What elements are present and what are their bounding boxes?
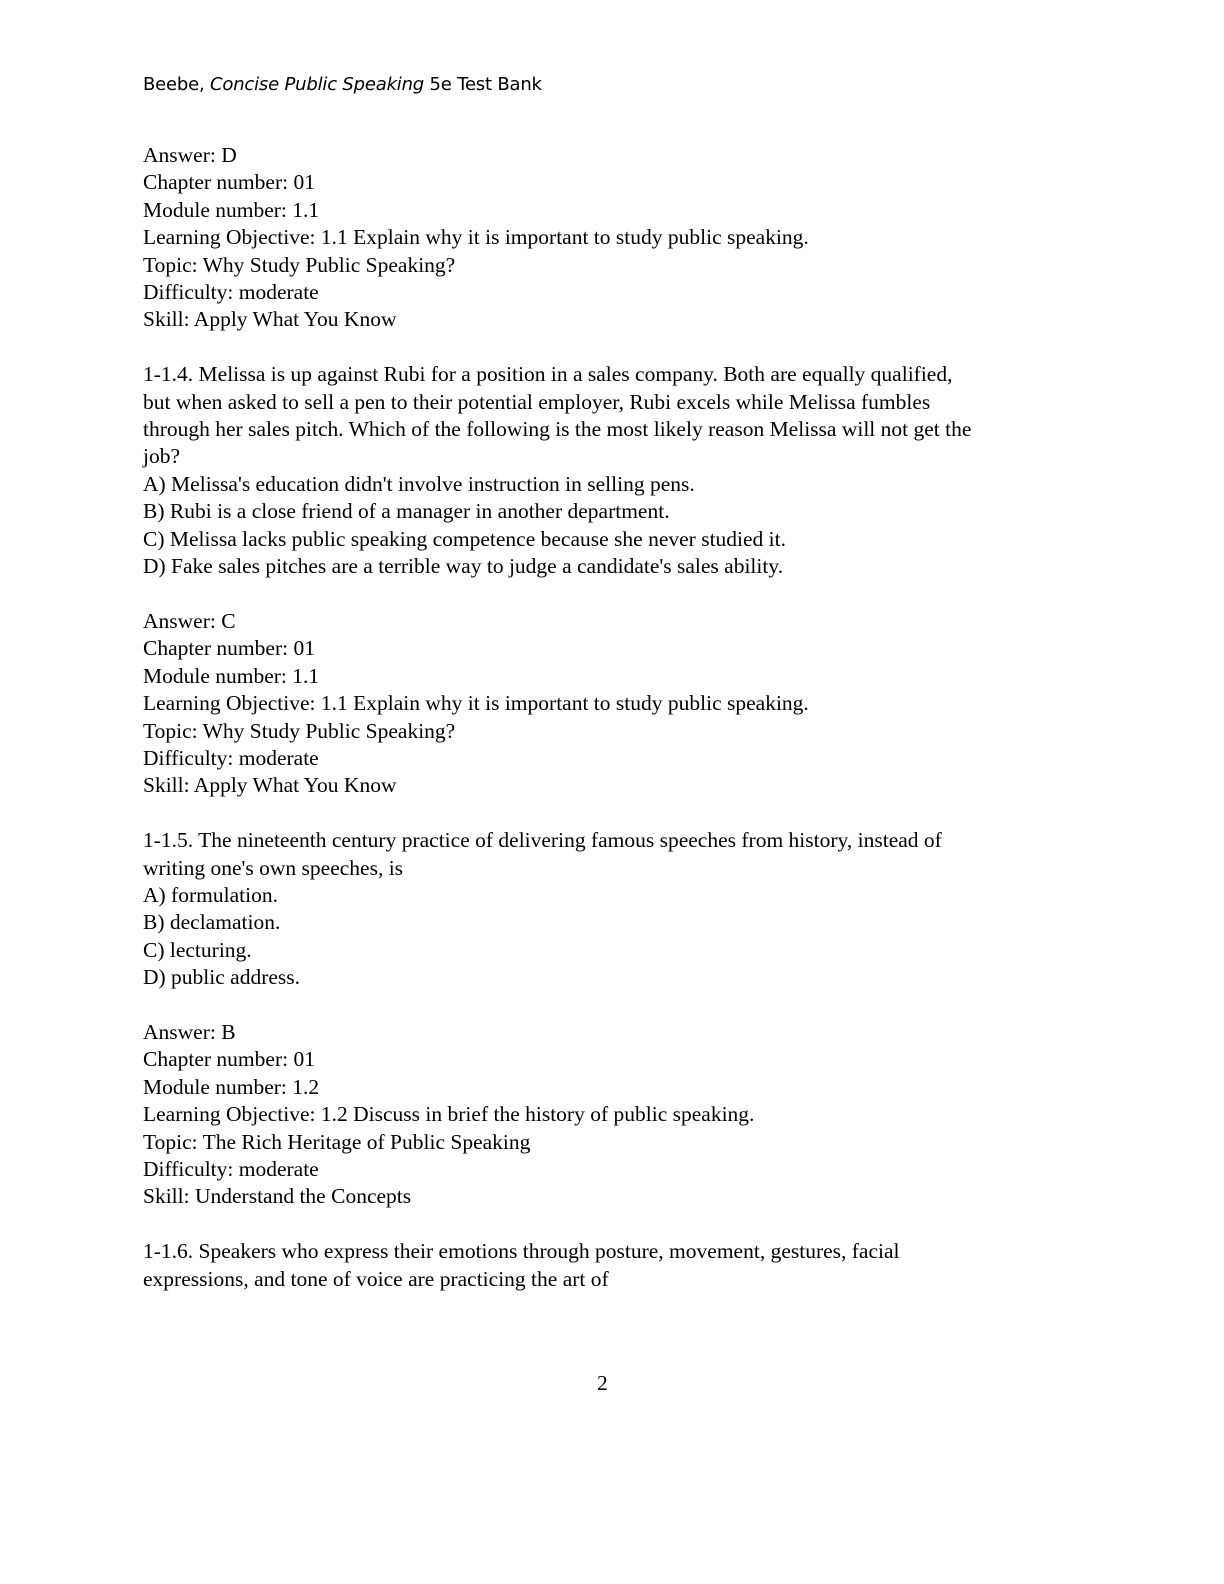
question-block xyxy=(143,361,1083,580)
skill-line: Skill: Apply What You Know xyxy=(143,307,397,332)
option-a: A) Melissa's education didn't involve instruction in selling pens. xyxy=(143,471,695,496)
page-number: 2 xyxy=(597,1371,608,1395)
learning-objective-line: Learning Objective: 1.1 Explain why it is important to study public speaking. xyxy=(143,225,809,250)
question-stem-line: 1-1.5. The nineteenth century practice of delivering famous speeches from history, instead of xyxy=(143,828,942,853)
question-block xyxy=(143,1238,1083,1293)
option-a: A) formulation. xyxy=(143,882,278,907)
option-c: C) Melissa lacks public speaking competence because she never studied it. xyxy=(143,526,787,551)
question-stem-line: 1-1.6. Speakers who express their emotions through posture, movement, gestures, facial xyxy=(143,1239,900,1264)
difficulty-line: Difficulty: moderate xyxy=(143,1156,319,1181)
header-suffix: 5e Test Bank xyxy=(424,74,542,95)
module-number-line: Module number: 1.1 xyxy=(143,663,320,688)
answer-block xyxy=(143,142,1083,334)
topic-line: Topic: The Rich Heritage of Public Speaking xyxy=(143,1129,531,1154)
module-number-line: Module number: 1.1 xyxy=(143,197,320,222)
question-stem-line: but when asked to sell a pen to their potential employer, Rubi excels while Melissa fumbles xyxy=(143,389,931,414)
learning-objective-line: Learning Objective: 1.2 Discuss in brief the history of public speaking. xyxy=(143,1102,755,1127)
answer-line: Answer: C xyxy=(143,608,236,633)
question-stem-line: expressions, and tone of voice are practicing the art of xyxy=(143,1266,609,1291)
chapter-number-line: Chapter number: 01 xyxy=(143,1047,315,1072)
running-header xyxy=(143,72,542,98)
learning-objective-line: Learning Objective: 1.1 Explain why it is important to study public speaking. xyxy=(143,691,809,716)
question-block xyxy=(143,827,1083,991)
answer-line: Answer: D xyxy=(143,143,237,167)
chapter-number-line: Chapter number: 01 xyxy=(143,636,315,661)
header-author: Beebe, xyxy=(143,74,211,95)
answer-line: Answer: B xyxy=(143,1019,236,1044)
answer-block xyxy=(143,608,1083,800)
option-c: C) lecturing. xyxy=(143,937,252,962)
topic-line: Topic: Why Study Public Speaking? xyxy=(143,718,456,743)
difficulty-line: Difficulty: moderate xyxy=(143,745,319,770)
answer-block xyxy=(143,1019,1083,1211)
question-stem-line: through her sales pitch. Which of the following is the most likely reason Melissa will not get the xyxy=(143,417,972,442)
page-content xyxy=(143,142,1083,1293)
question-stem-line: writing one's own speeches, is xyxy=(143,855,404,880)
option-b: B) Rubi is a close friend of a manager in another department. xyxy=(143,499,670,524)
skill-line: Skill: Apply What You Know xyxy=(143,773,397,798)
skill-line: Skill: Understand the Concepts xyxy=(143,1184,412,1209)
option-b: B) declamation. xyxy=(143,910,281,935)
difficulty-line: Difficulty: moderate xyxy=(143,280,319,305)
question-stem-line: job? xyxy=(143,444,181,469)
option-d: D) Fake sales pitches are a terrible way to judge a candidate's sales ability. xyxy=(143,554,784,579)
option-d: D) public address. xyxy=(143,965,301,990)
chapter-number-line: Chapter number: 01 xyxy=(143,170,315,195)
header-book-title: Concise Public Speaking xyxy=(210,74,425,95)
module-number-line: Module number: 1.2 xyxy=(143,1074,320,1099)
topic-line: Topic: Why Study Public Speaking? xyxy=(143,252,456,277)
question-stem-line: 1-1.4. Melissa is up against Rubi for a position in a sales company. Both are equally qualified, xyxy=(143,362,953,387)
